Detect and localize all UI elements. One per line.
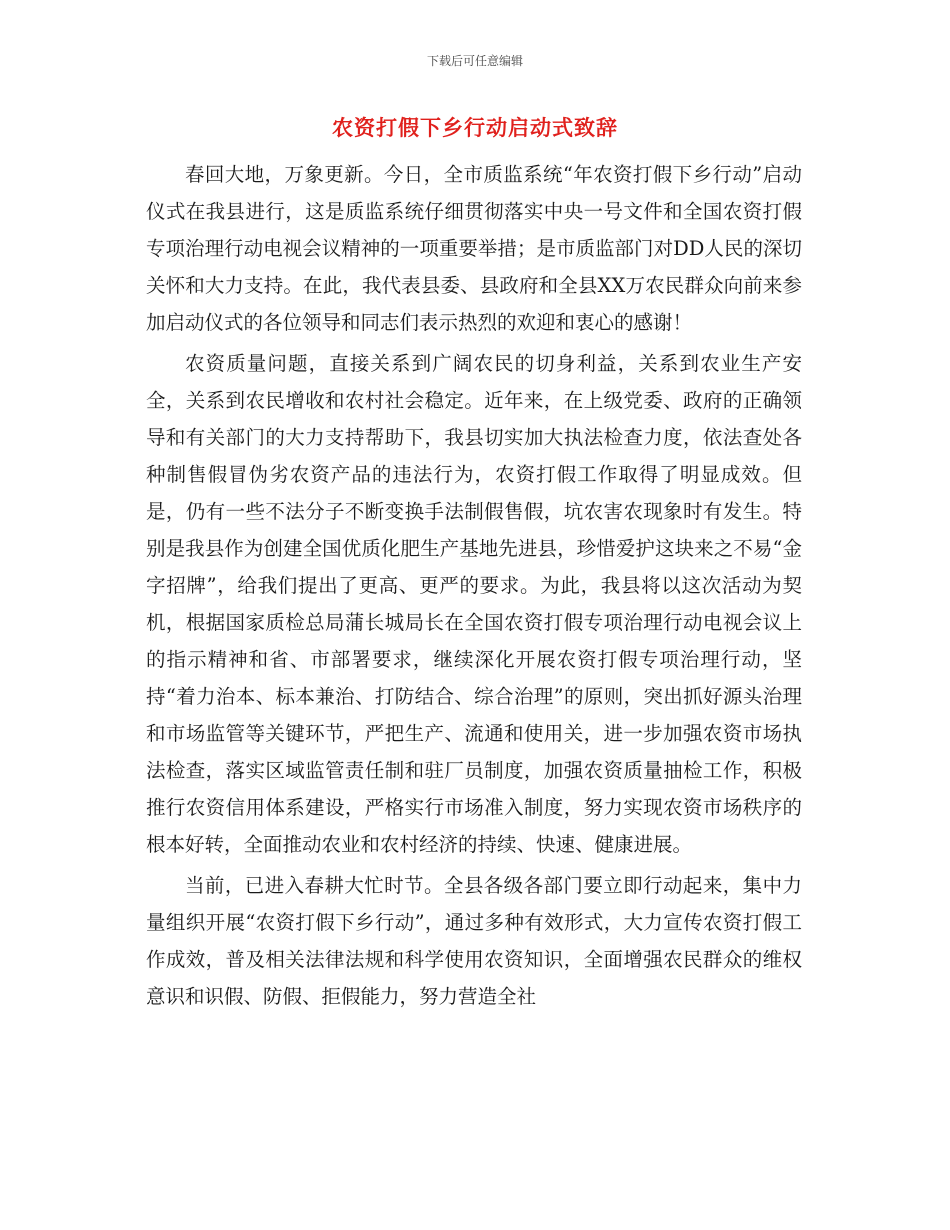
paragraph-quality-issues: 农资质量问题，直接关系到广阔农民的切身利益，关系到农业生产安全，关系到农民增收和农村社会稳定。近年来，在上级党委、政府的正确领导和有关部门的大力支持帮助下，我县切实加大执法检查力度，依法查处各种制售假冒伪劣农资产品的违法行为，农资打假工作取得了明显成效。但是，仍有一些不法分子不断变换手法制假售假，坑农害农现象时有发生。特别是我县作为创建全国优质化肥生产基地先进县，珍惜爱护这块来之不易“金字招牌”，给我们提出了更高、更严的要求。为此，我县将以这次活动为契机，根据国家质检总局蒲长城局长在全国农资打假专项治理行动电视会议上的指示精神和省、市部署要求，继续深化开展农资打假专项治理行动，坚持“着力治本、标本兼治、打防结合、综合治理”的原则，突出抓好源头治理和市场监管等关键环节，严把生产、流通和使用关，进一步加强农资市场执法检查，落实区域监管责任制和驻厂员制度，加强农资质量抽检工作，积极推行农资信用体系建设，严格实行市场准入制度，努力实现农资市场秩序的根本好转，全面推动农业和农村经济的持续、快速、健康进展。 (146, 352, 802, 856)
document-body (146, 156, 802, 1015)
paragraph-opening: 春回大地，万象更新。今日，全市质监系统“年农资打假下乡行动”启动仪式在我县进行，这是质监系统仔细贯彻落实中央一号文件和全国农资打假专项治理行动电视会议精神的一项重要举措；是市质监部门对DD人民的深切关怀和大力支持。在此，我代表县委、县政府和全县XX万农民群众向前来参加启动仪式的各位领导和同志们表示热烈的欢迎和衷心的感谢！ (146, 163, 802, 334)
document-title: 农资打假下乡行动启动式致辞 (332, 115, 618, 140)
page-header-note: 下载后可任意编辑 (426, 54, 523, 68)
paragraph-spring-action: 当前，已进入春耕大忙时节。全县各级各部门要立即行动起来，集中力量组织开展“农资打假下乡行动”，通过多种有效形式，大力宣传农资打假工作成效，普及相关法律法规和科学使用农资知识，全面增强农民群众的维权意识和识假、防假、拒假能力，努力营造全社 (146, 874, 802, 1008)
